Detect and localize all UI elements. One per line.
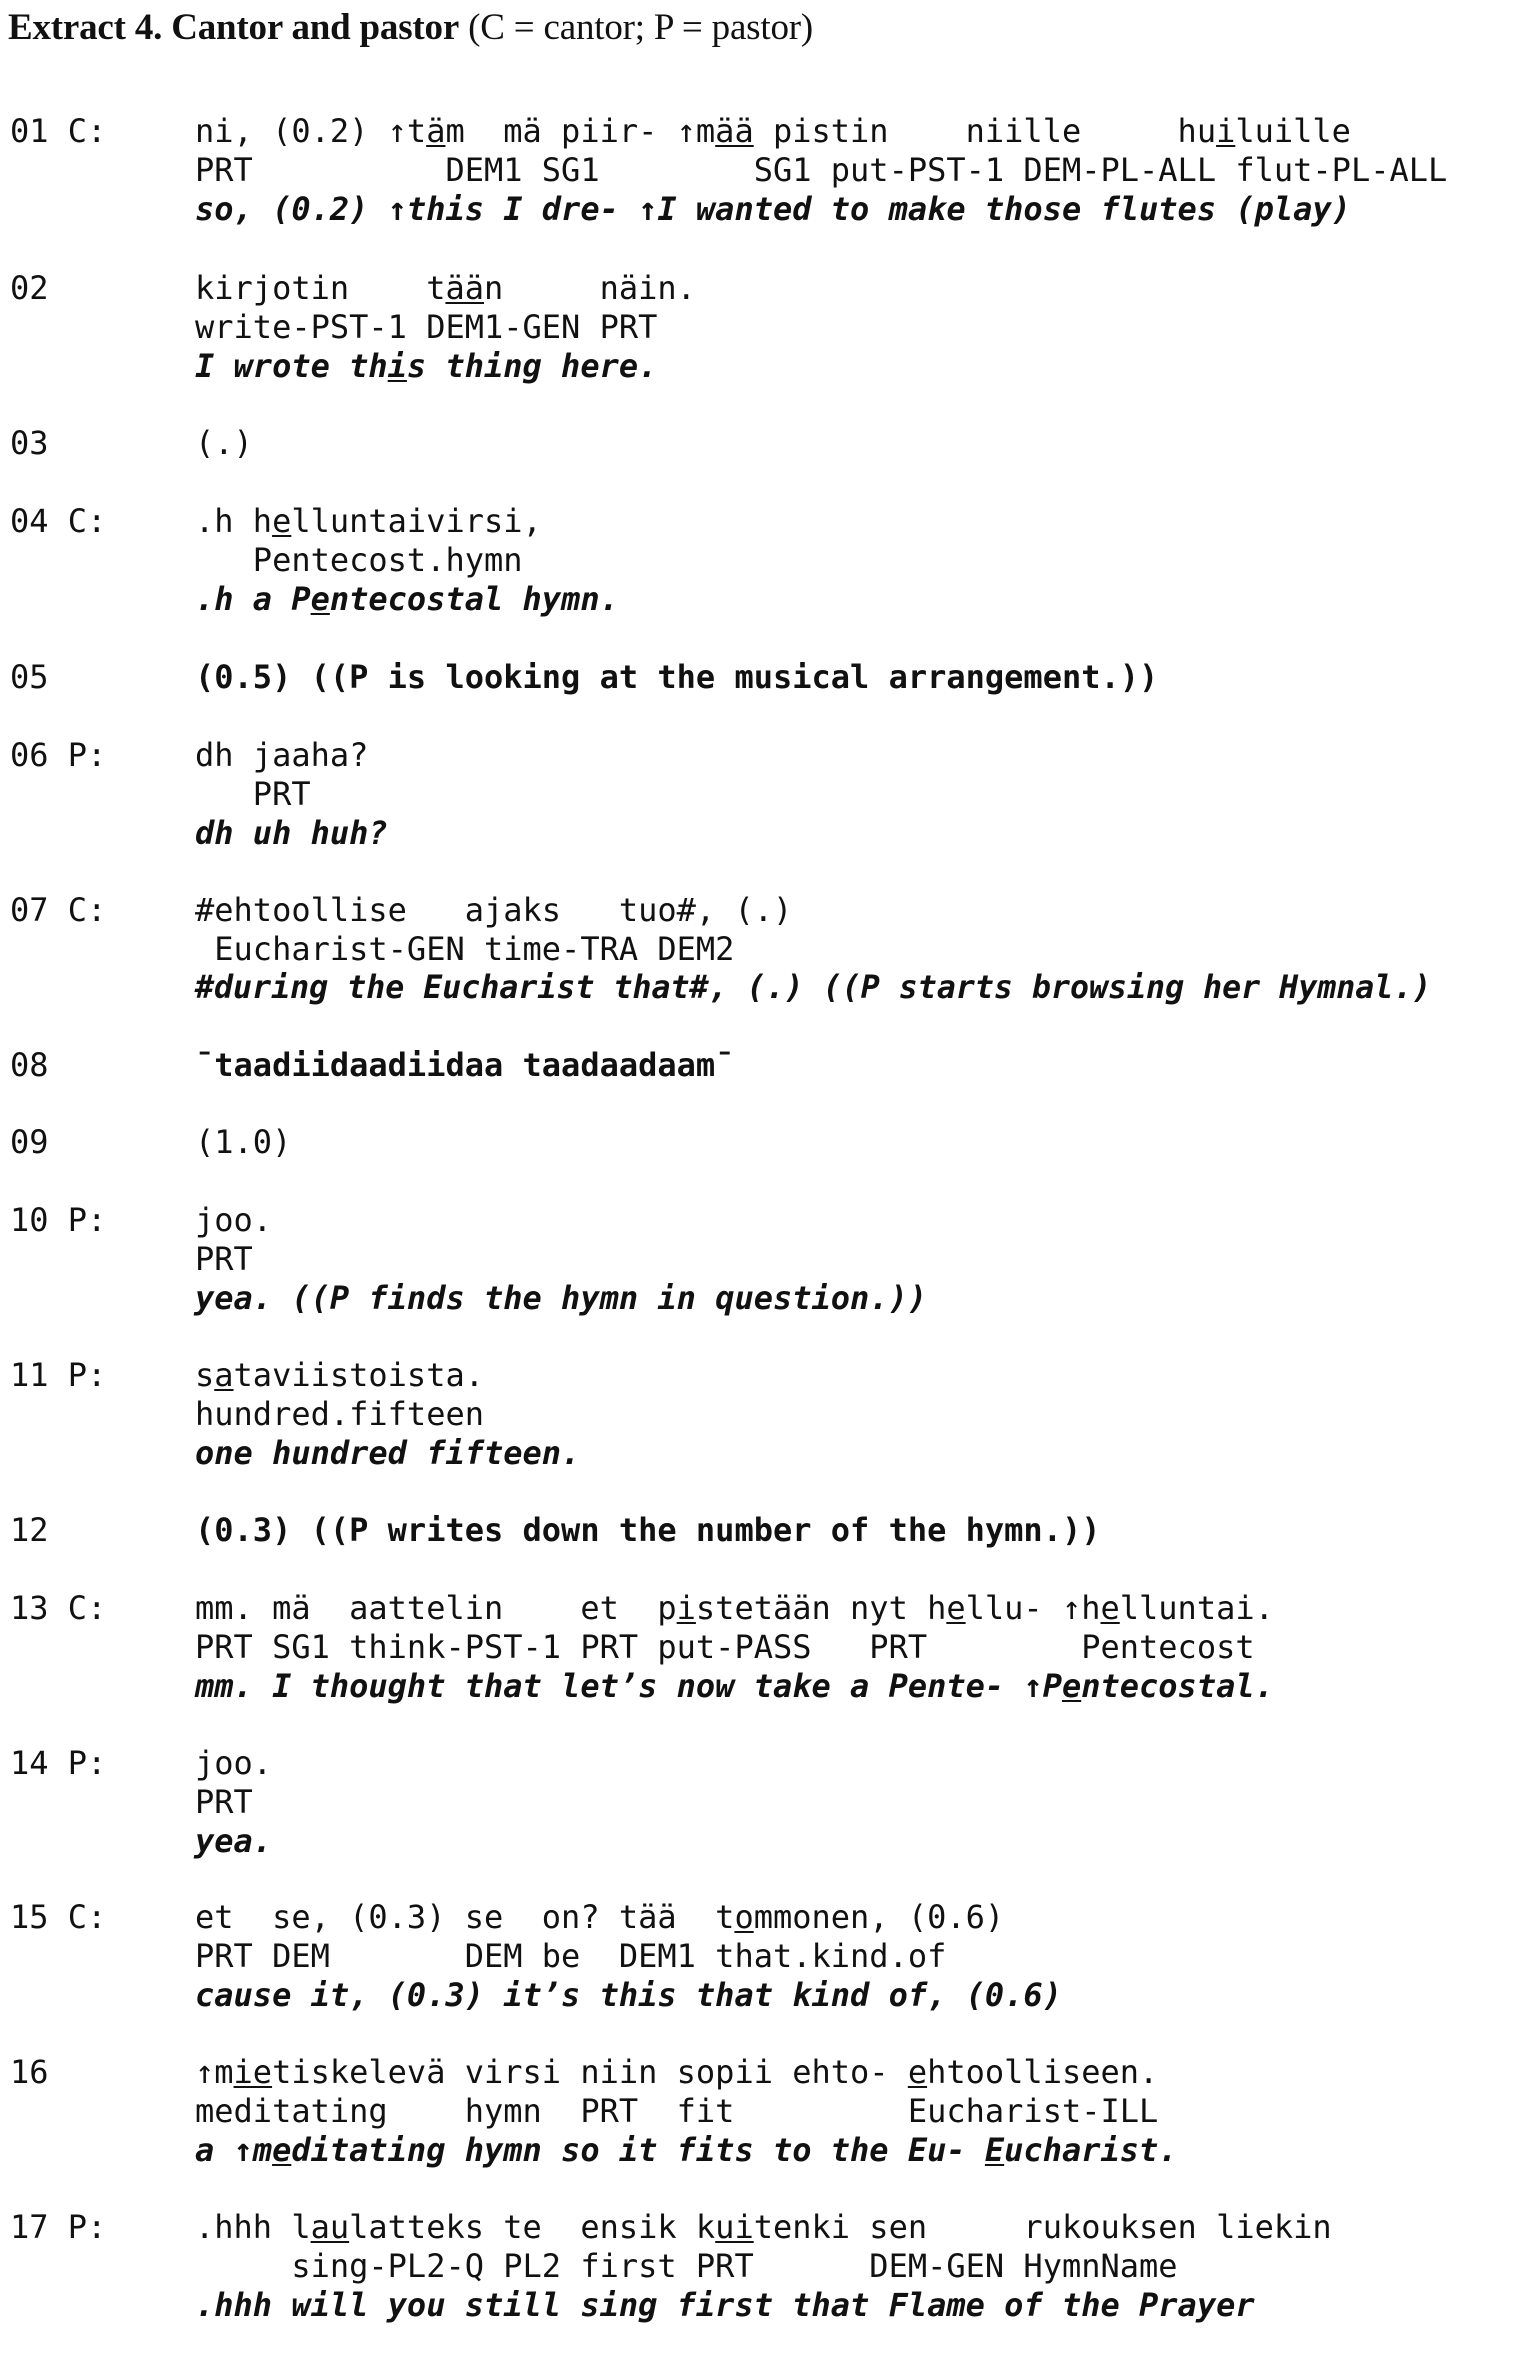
original-line-03: (.) (195, 424, 253, 462)
line-number: 08 (10, 1046, 49, 1084)
gloss-line-06: PRT (195, 775, 311, 813)
speaker-label: P: (67, 1744, 107, 1782)
gloss-line-13: PRT SG1 think-PST-1 PRT put-PASS PRT Pentecost (195, 1628, 1255, 1666)
speaker-label: C: (67, 502, 107, 540)
line-number: 17 P: (10, 2208, 107, 2246)
line-number: 13 C: (10, 1589, 107, 1627)
translation-line-01: so, (0.2) ↑this I dre- ↑I wanted to make those flutes (play) (195, 190, 1351, 228)
gloss-line-16: meditating hymn PRT fit Eucharist-ILL (195, 2092, 1159, 2130)
translation-line-17: .hhh will you still sing first that Flame of the Prayer (195, 2286, 1255, 2324)
original-line-04: .h helluntaivirsi, (195, 502, 542, 540)
original-line-16: ↑mietiskelevä virsi niin sopii ehto- ehtoolliseen. (195, 2053, 1159, 2091)
line-number: 16 (10, 2053, 49, 2091)
original-line-10: joo. (195, 1201, 273, 1239)
original-line-02: kirjotin tään näin. (195, 269, 696, 307)
original-line-13: mm. mä aattelin et pistetään nyt hellu- ↑helluntai. (195, 1589, 1274, 1627)
speaker-label: P: (67, 1201, 107, 1239)
line-number: 10 P: (10, 1201, 107, 1239)
speaker-label: C: (67, 1898, 107, 1936)
line-number: 03 (10, 424, 49, 462)
line-number: 01 C: (10, 112, 107, 150)
translation-line-07: #during the Eucharist that#, (.) ((P starts browsing her Hymnal.) (195, 970, 1432, 1006)
gloss-line-04: Pentecost.hymn (195, 541, 523, 579)
original-line-05: (0.5) ((P is looking at the musical arrangement.)) (195, 658, 1159, 696)
gloss-line-07: Eucharist-GEN time-TRA DEM2 (195, 930, 735, 968)
extract-title-bold: Extract 4. Cantor and pastor (8, 7, 460, 48)
gloss-line-17: sing-PL2-Q PL2 first PRT DEM-GEN HymnName (195, 2247, 1178, 2285)
translation-line-16: a ↑meditating hymn so it fits to the Eu- Eucharist. (195, 2131, 1178, 2169)
line-number: 09 (10, 1123, 49, 1161)
original-line-09: (1.0) (195, 1123, 292, 1161)
line-number: 11 P: (10, 1356, 107, 1394)
original-line-15: et se, (0.3) se on? tää tommonen, (0.6) (195, 1898, 1005, 1936)
line-number: 15 C: (10, 1898, 107, 1936)
gloss-line-14: PRT (195, 1783, 253, 1821)
gloss-line-01: PRT DEM1 SG1 SG1 put-PST-1 DEM-PL-ALL flut-PL-ALL (195, 151, 1448, 189)
gloss-line-15: PRT DEM DEM be DEM1 that.kind.of (195, 1937, 947, 1975)
line-number: 07 C: (10, 891, 107, 929)
speaker-label: P: (67, 2208, 107, 2246)
original-line-06: dh jaaha? (195, 736, 369, 774)
gloss-line-02: write-PST-1 DEM1-GEN PRT (195, 308, 658, 346)
original-line-12: (0.3) ((P writes down the number of the hymn.)) (195, 1511, 1101, 1549)
line-number: 12 (10, 1511, 49, 1549)
original-line-11: sataviistoista. (195, 1356, 484, 1394)
line-number: 04 C: (10, 502, 107, 540)
original-line-07: #ehtoollise ajaks tuo#, (.) (195, 891, 793, 929)
translation-line-10: yea. ((P finds the hymn in question.)) (195, 1279, 928, 1317)
translation-line-15: cause it, (0.3) it’s this that kind of, (0.6) (195, 1976, 1062, 2014)
line-number: 02 (10, 269, 49, 307)
translation-line-13: mm. I thought that let’s now take a Pente- ↑Pentecostal. (195, 1667, 1274, 1705)
translation-line-04: .h a Pentecostal hymn. (195, 580, 619, 618)
translation-line-06: dh uh huh? (195, 814, 388, 852)
line-number: 14 P: (10, 1744, 107, 1782)
original-line-17: .hhh laulatteks te ensik kuitenki sen rukouksen liekin (195, 2208, 1332, 2246)
original-line-14: joo. (195, 1744, 273, 1782)
translation-line-02: I wrote this thing here. (195, 347, 658, 385)
line-number: 05 (10, 658, 49, 696)
original-line-01: ni, (0.2) ↑täm mä piir- ↑mää pistin niille huiluille (195, 112, 1351, 150)
gloss-line-10: PRT (195, 1240, 253, 1278)
translation-line-14: yea. (195, 1822, 273, 1860)
extract-title-legend: (C = cantor; P = pastor) (459, 7, 813, 48)
extract-title (8, 6, 813, 49)
line-number: 06 P: (10, 736, 107, 774)
speaker-label: C: (67, 112, 107, 150)
original-line-08: ¯taadiidaadiidaa taadaadaam¯ (195, 1046, 735, 1084)
translation-line-11: one hundred fifteen. (195, 1434, 581, 1472)
speaker-label: P: (67, 1356, 107, 1394)
gloss-line-11: hundred.fifteen (195, 1395, 484, 1433)
speaker-label: P: (67, 736, 107, 774)
speaker-label: C: (67, 891, 107, 929)
speaker-label: C: (67, 1589, 107, 1627)
